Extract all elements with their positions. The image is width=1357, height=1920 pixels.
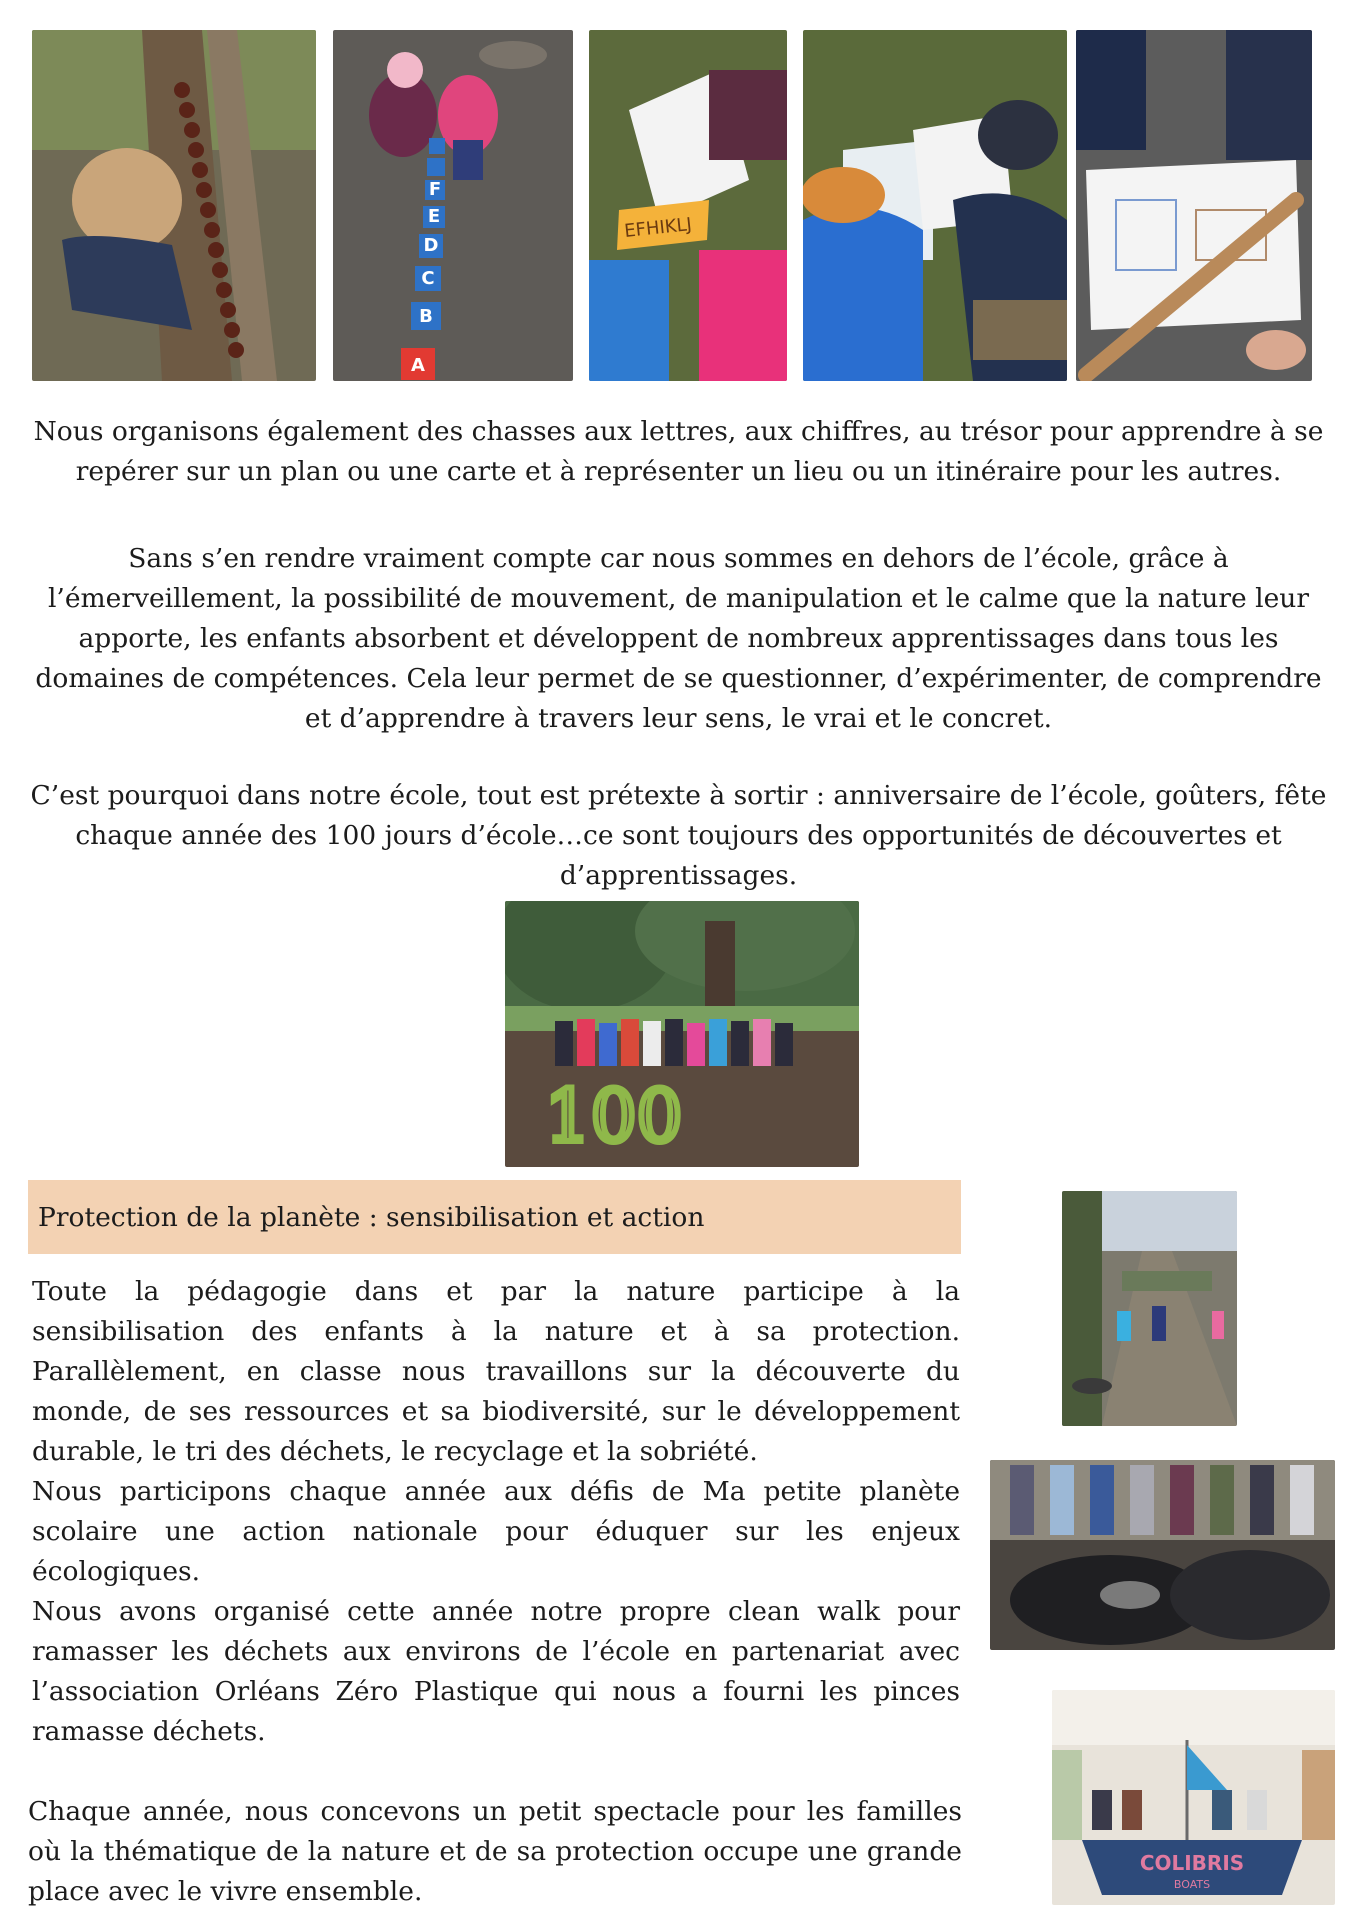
alphabet-letter: B [419,306,433,327]
letter-card-text: EFHIKLJ [623,214,693,242]
alphabet-letter: D [423,235,439,256]
intro-paragraph-treasure-hunts: Nous organisons également des chasses aux lettres, aux chiffres, au trésor pour apprendre à se repérer sur un plan ou une carte et à représenter un lieu ou un itinéraire pour les autres. [33,416,1324,487]
boat-sign-text: COLIBRIS [1139,1851,1245,1875]
body-paragraph-ma-petite-planete: Nous participons chaque année aux défis de Ma petite planète scolaire une action nationale pour éduquer sur les enjeux écologiques. [32,1476,960,1587]
boat-sub-text: BOATS [1173,1878,1211,1891]
alphabet-letter: E [427,206,441,227]
section-title: Protection de la planète : sensibilisation et action [38,1201,705,1233]
photo-walk-path [1062,1191,1237,1426]
photo-chestnuts-bench [32,30,316,381]
body-paragraph-show: Chaque année, nous concevons un petit spectacle pour les familles où la thématique de la nature et de sa protection occupe une grande place avec le vivre ensemble. [28,1796,962,1907]
photo-100-days-group [505,901,859,1167]
photo-letter-hunt-map [589,30,787,381]
body-paragraph-clean-walk: Nous avons organisé cette année notre propre clean walk pour ramasser les déchets aux environs de l’école en partenariat avec l’association Orléans Zéro Plastique qui nous a fourni les pinces ramasse déchets. [32,1596,960,1747]
intro-paragraph-outings: C’est pourquoi dans notre école, tout est prétexte à sortir : anniversaire de l’école, goûters, fête chaque année des 100 jours d’école…ce sont toujours des opportunités de découvertes et d’apprentissages. [30,780,1327,891]
alphabet-letter: A [411,355,425,376]
alphabet-letter: C [421,268,435,289]
number-on-ground: 100 [545,1074,683,1158]
alphabet-letter: F [428,179,442,200]
photo-map-with-stick [1076,30,1312,381]
photo-clean-walk-bags [990,1460,1335,1650]
photo-drawing-outdoors [803,30,1067,381]
photo-alphabet-letters [333,30,573,381]
photo-colibris-show [1052,1690,1335,1905]
section-header-planet-protection [28,1180,961,1254]
intro-paragraph-learning: Sans s’en rendre vraiment compte car nous sommes en dehors de l’école, grâce à l’émerveillement, la possibilité de mouvement, de manipulation et le calme que la nature leur apporte, les enfants absorbent et développent de nombreux apprentissages dans tous les domaines de compétences. Cela leur permet de se questionner, d’expérimenter, de comprendre et d’apprendre à travers leur sens, le vrai et le concret. [35,543,1322,734]
body-paragraph-pedagogy: Toute la pédagogie dans et par la nature participe à la sensibilisation des enfants à la nature et à sa protection. Parallèlement, en classe nous travaillons sur la découverte du monde, de ses ressources et sa biodiversité, sur le développement durable, le tri des déchets, le recyclage et la sobriété. [32,1276,960,1467]
